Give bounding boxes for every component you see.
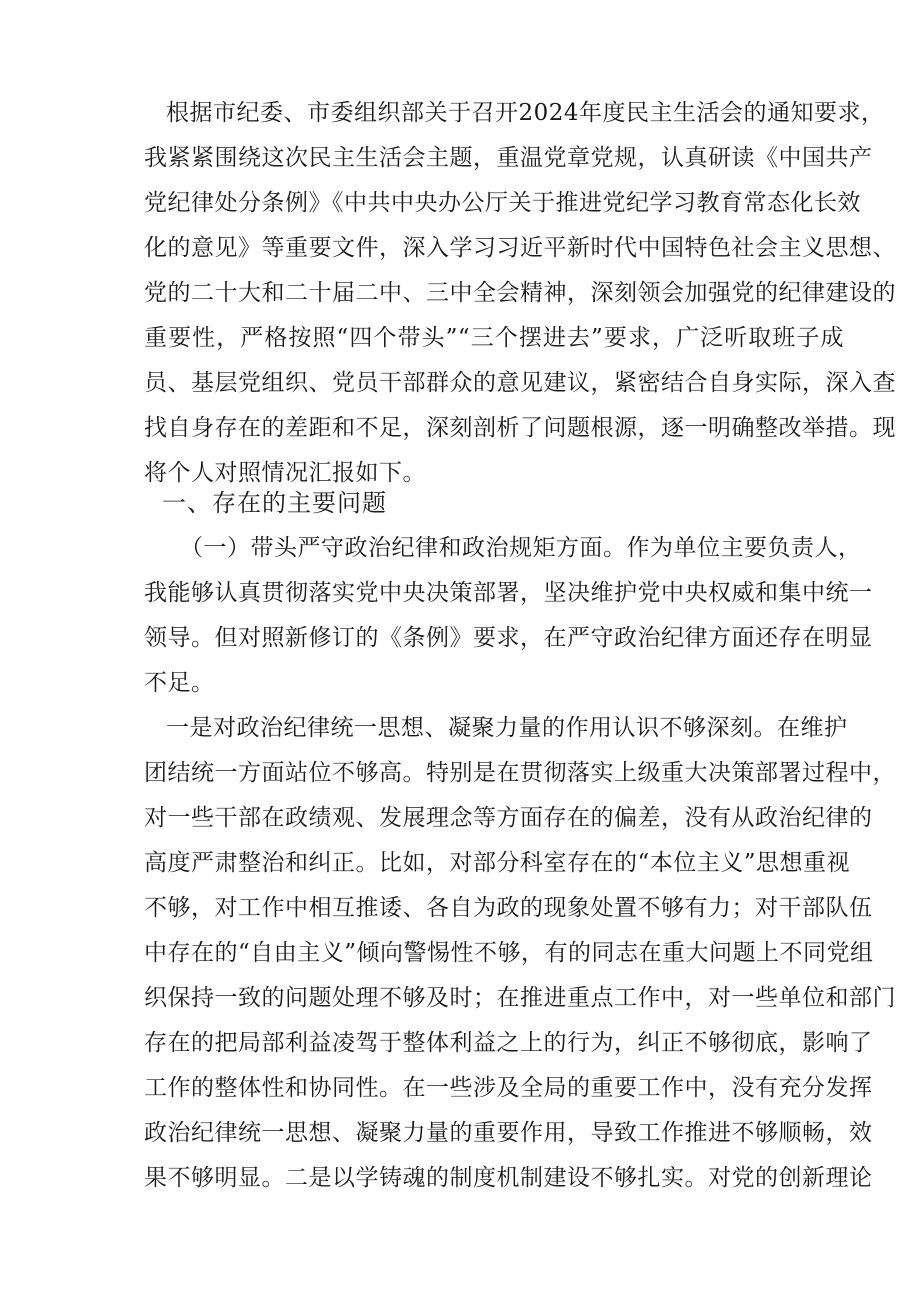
text-line: 根据市纪委、市委组织部关于召开2024年度民主生活会的通知要求， bbox=[166, 100, 885, 126]
text-line: 高度严肃整治和纠正。比如，对部分科室存在的“本位主义”思想重视 bbox=[144, 850, 851, 876]
text-line: 工作的整体性和协同性。在一些涉及全局的重要工作中，没有充分发挥 bbox=[144, 1075, 873, 1101]
text-line: 党的二十大和二十届二中、三中全会精神，深刻领会加强党的纪律建设的 bbox=[144, 280, 896, 306]
text-line: 对一些干部在政绩观、发展理念等方面存在的偏差，没有从政治纪律的 bbox=[144, 805, 873, 831]
text-line: 我紧紧围绕这次民主生活会主题，重温党章党规，认真研读《中国共产 bbox=[144, 145, 873, 171]
text-line: 找自身存在的差距和不足，深刻剖析了问题根源，逐一明确整改举措。现 bbox=[144, 415, 896, 441]
text-line: 团结统一方面站位不够高。特别是在贯彻落实上级重大决策部署过程中， bbox=[144, 760, 896, 786]
text-line: 我能够认真贯彻落实党中央决策部署，坚决维护党中央权威和集中统一 bbox=[144, 580, 873, 606]
text-line: 员、基层党组织、党员干部群众的意见建议，紧密结合自身实际，深入查 bbox=[144, 370, 896, 396]
text-line: 党纪律处分条例》《中共中央办公厅关于推进党纪学习教育常态化长效 bbox=[144, 190, 861, 216]
text-line: 存在的把局部利益凌驾于整体利益之上的行为，纠正不够彻底，影响了 bbox=[144, 1030, 873, 1056]
text-line: （一）带头严守政治纪律和政治规矩方面。作为单位主要负责人， bbox=[180, 535, 862, 561]
section-heading: 一、存在的主要问题 bbox=[162, 489, 387, 517]
text-line: 化的意见》等重要文件，深入学习习近平新时代中国特色社会主义思想、 bbox=[144, 235, 896, 261]
text-line: 不足。 bbox=[144, 670, 215, 696]
text-line: 不够，对工作中相互推诿、各自为政的现象处置不够有力；对干部队伍 bbox=[144, 895, 873, 921]
text-line: 中存在的“自由主义”倾向警惕性不够，有的同志在重大问题上不同党组 bbox=[144, 940, 874, 966]
text-line: 领导。但对照新修订的《条例》要求，在严守政治纪律方面还存在明显 bbox=[144, 625, 873, 651]
text-line: 果不够明显。二是以学铸魂的制度机制建设不够扎实。对党的创新理论 bbox=[144, 1165, 873, 1191]
text-line: 重要性，严格按照“四个带头”“三个摆进去”要求，广泛听取班子成 bbox=[144, 325, 844, 351]
text-line: 织保持一致的问题处理不够及时；在推进重点工作中，对一些单位和部门 bbox=[144, 985, 896, 1011]
text-line: 政治纪律统一思想、凝聚力量的重要作用，导致工作推进不够顺畅，效 bbox=[144, 1120, 873, 1146]
text-line: 将个人对照情况汇报如下。 bbox=[144, 460, 426, 486]
text-line: 一是对政治纪律统一思想、凝聚力量的作用认识不够深刻。在维护 bbox=[166, 715, 848, 741]
